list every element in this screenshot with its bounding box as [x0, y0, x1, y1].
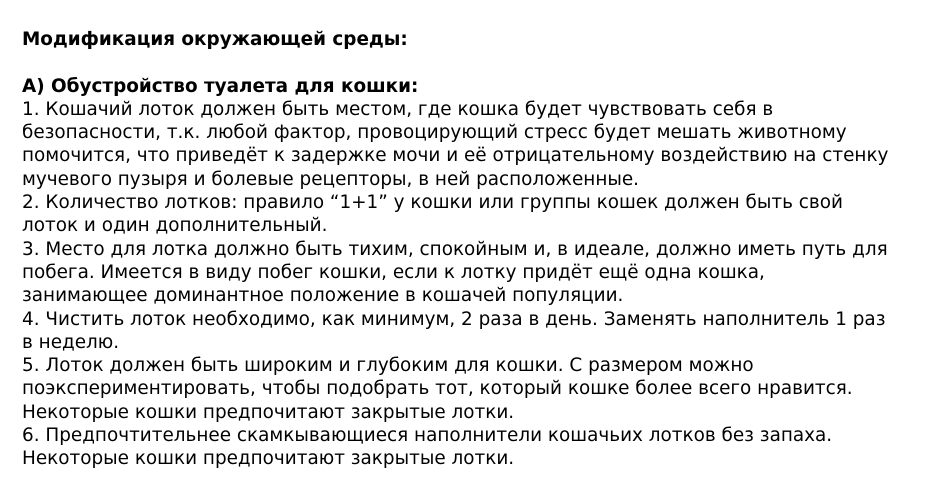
text-line: побега. Имеется в виду побег кошки, если к лотку придёт ещё одна кошка,	[22, 261, 765, 283]
text-line: 1. Кошачий лоток должен быть местом, где кошка будет чувствовать себя в	[22, 98, 774, 120]
section-title: А) Обустройство туалета для кошки:	[22, 75, 419, 97]
text-line: поэкспериментировать, чтобы подобрать тот, который кошке более всего нравится.	[22, 378, 853, 400]
text-line: безопасности, т.к. любой фактор, провоцирующий стресс будет мешать животному	[22, 122, 847, 144]
text-line: 4. Чистить лоток необходимо, как минимум, 2 раза в день. Заменять наполнитель 1 раз	[22, 308, 886, 330]
text-line: лоток и один дополнительный.	[22, 215, 328, 237]
text-line: 3. Место для лотка должно быть тихим, спокойным и, в идеале, должно иметь путь для	[22, 238, 888, 260]
text-line: 5. Лоток должен быть широким и глубоким для кошки. С размером можно	[22, 355, 754, 377]
list-item-4	[22, 308, 927, 355]
text-line: 2. Количество лотков: правило “1+1” у кошки или группы кошек должен быть свой	[22, 192, 843, 214]
text-line: Некоторые кошки предпочитают закрытые лотки.	[22, 401, 515, 423]
text-line: мучевого пузыря и болевые рецепторы, в ней расположенные.	[22, 168, 640, 190]
list-item-1	[22, 98, 927, 191]
text-line: занимающее доминантное положение в кошачей популяции.	[22, 285, 624, 307]
document-body	[22, 28, 927, 471]
text-line: Некоторые кошки предпочитают закрытые лотки.	[22, 448, 515, 470]
document-title: Модификация окружающей среды:	[22, 29, 408, 50]
blank-line	[22, 51, 927, 74]
list-item-2	[22, 191, 927, 238]
text-line: помочится, что приведёт к задержке мочи и её отрицательному воздействию на стенку	[22, 145, 889, 167]
list-item-6	[22, 424, 927, 471]
list-item-3	[22, 238, 927, 308]
text-line: в неделю.	[22, 331, 120, 353]
text-line: 6. Предпочтительнее скамкывающиеся наполнители кошачьих лотков без запаха.	[22, 425, 833, 447]
list-item-5	[22, 354, 927, 424]
